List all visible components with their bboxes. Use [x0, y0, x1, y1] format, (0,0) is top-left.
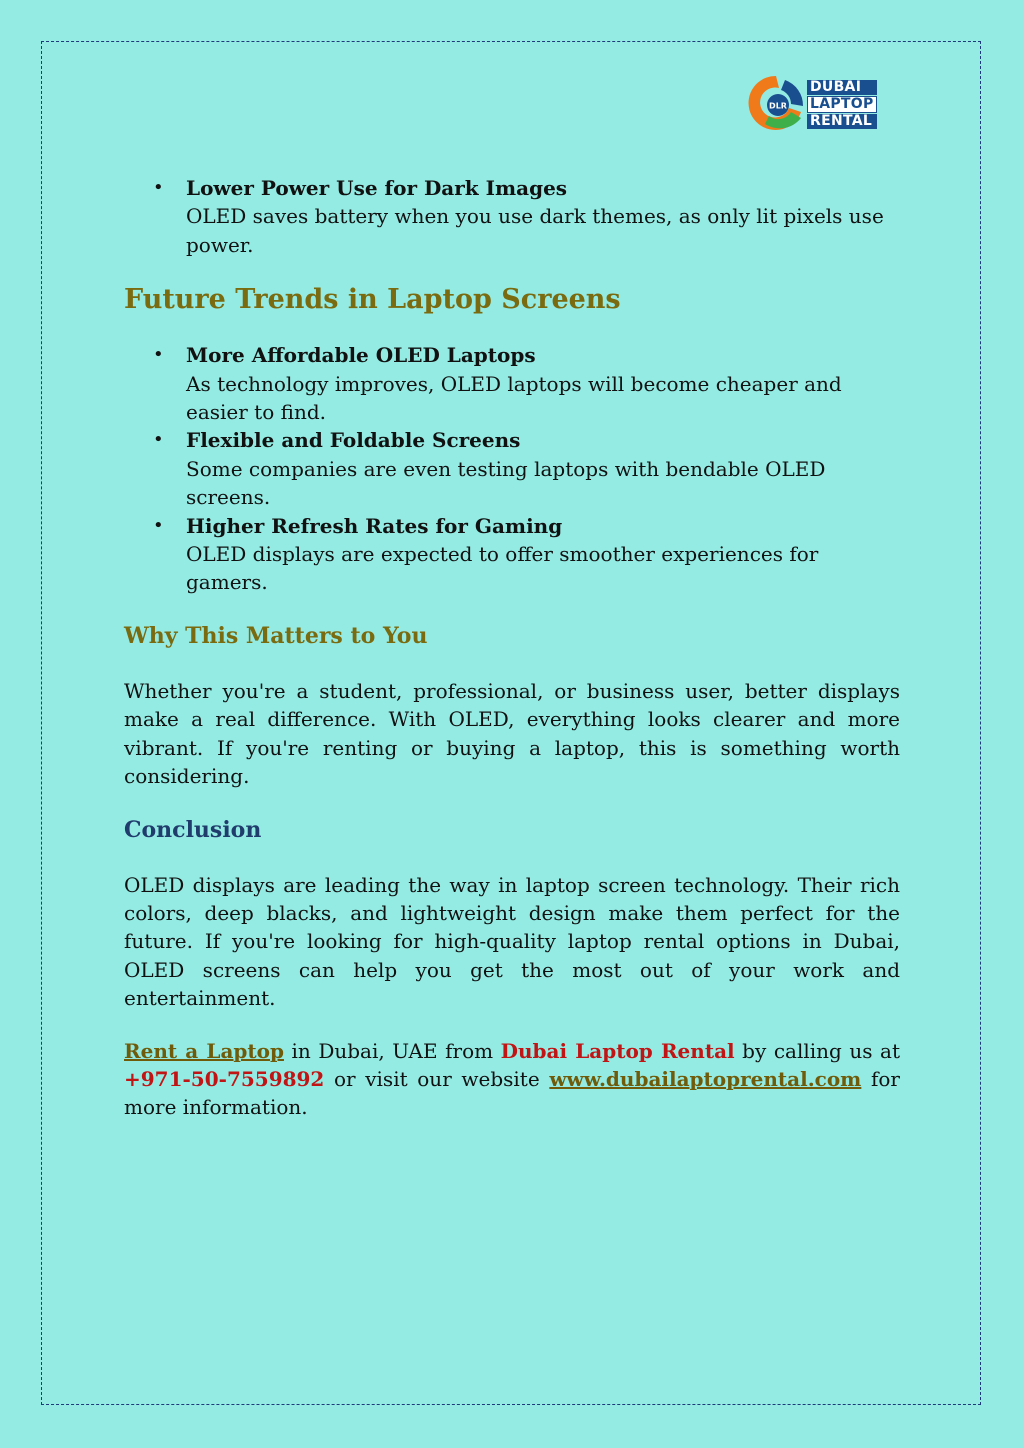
list-item [124, 341, 900, 426]
list-item [124, 512, 900, 597]
list-item-title: • Higher Refresh Rates for Gaming [186, 513, 563, 538]
phone-number[interactable]: +971-50-7559892 [124, 1066, 325, 1091]
logo-swoosh-icon [745, 72, 807, 134]
brand-name: Dubai Laptop Rental [500, 1038, 735, 1063]
logo-word-rental: RENTAL [807, 114, 877, 129]
conclusion-heading: Conclusion [124, 816, 262, 843]
list-item-desc: As technology improves, OLED laptops will become cheaper and easier to find. [186, 371, 842, 425]
cta-text-4: for more information. [124, 1066, 900, 1120]
logo-word-laptop: LAPTOP [807, 96, 877, 113]
cta-text-1: in Dubai, UAE from [283, 1038, 501, 1063]
cta-text-3: or visit our website [324, 1066, 550, 1091]
list-item [124, 174, 900, 259]
future-trends-list [124, 341, 900, 597]
list-item-title: • Lower Power Use for Dark Images [186, 176, 568, 200]
article-content [124, 174, 900, 1122]
list-item-desc: OLED displays are expected to offer smoother experiences for gamers. [186, 542, 819, 595]
list-item-desc: OLED saves battery when you use dark themes, as only lit pixels use power. [186, 204, 884, 257]
list-item [124, 426, 900, 511]
cta-text-2: by calling us at [734, 1038, 901, 1063]
why-matters-paragraph: Whether you're a student, professional, or business user, better displays make a real difference. With OLED, everything looks clearer and more vibrant. If you're renting or buying a laptop, this is something worth considering. [124, 678, 900, 789]
website-link[interactable]: www.dubailaptoprental.com [549, 1066, 862, 1091]
rent-a-laptop-link[interactable]: Rent a Laptop [124, 1038, 284, 1063]
intro-list [124, 174, 900, 259]
conclusion-paragraph: OLED displays are leading the way in laptop screen technology. Their rich colors, deep blacks, and lightweight design make them perfect for the future. If you're looking for high-quality laptop rental options in Dubai, OLED screens can help you get the most out of your work and entertainment. [124, 872, 900, 1011]
logo-badge: DLR [769, 101, 787, 111]
call-to-action-paragraph [124, 1037, 900, 1122]
dubai-laptop-rental-logo[interactable] [745, 72, 890, 134]
why-matters-heading: Why This Matters to You [124, 622, 428, 649]
future-trends-heading: Future Trends in Laptop Screens [124, 284, 621, 316]
list-item-title: • More Affordable OLED Laptops [186, 343, 536, 368]
list-item-title: • Flexible and Foldable Screens [186, 428, 521, 453]
logo-word-dubai: DUBAI [807, 80, 877, 95]
list-item-desc: Some companies are even testing laptops with bendable OLED screens. [186, 456, 826, 510]
